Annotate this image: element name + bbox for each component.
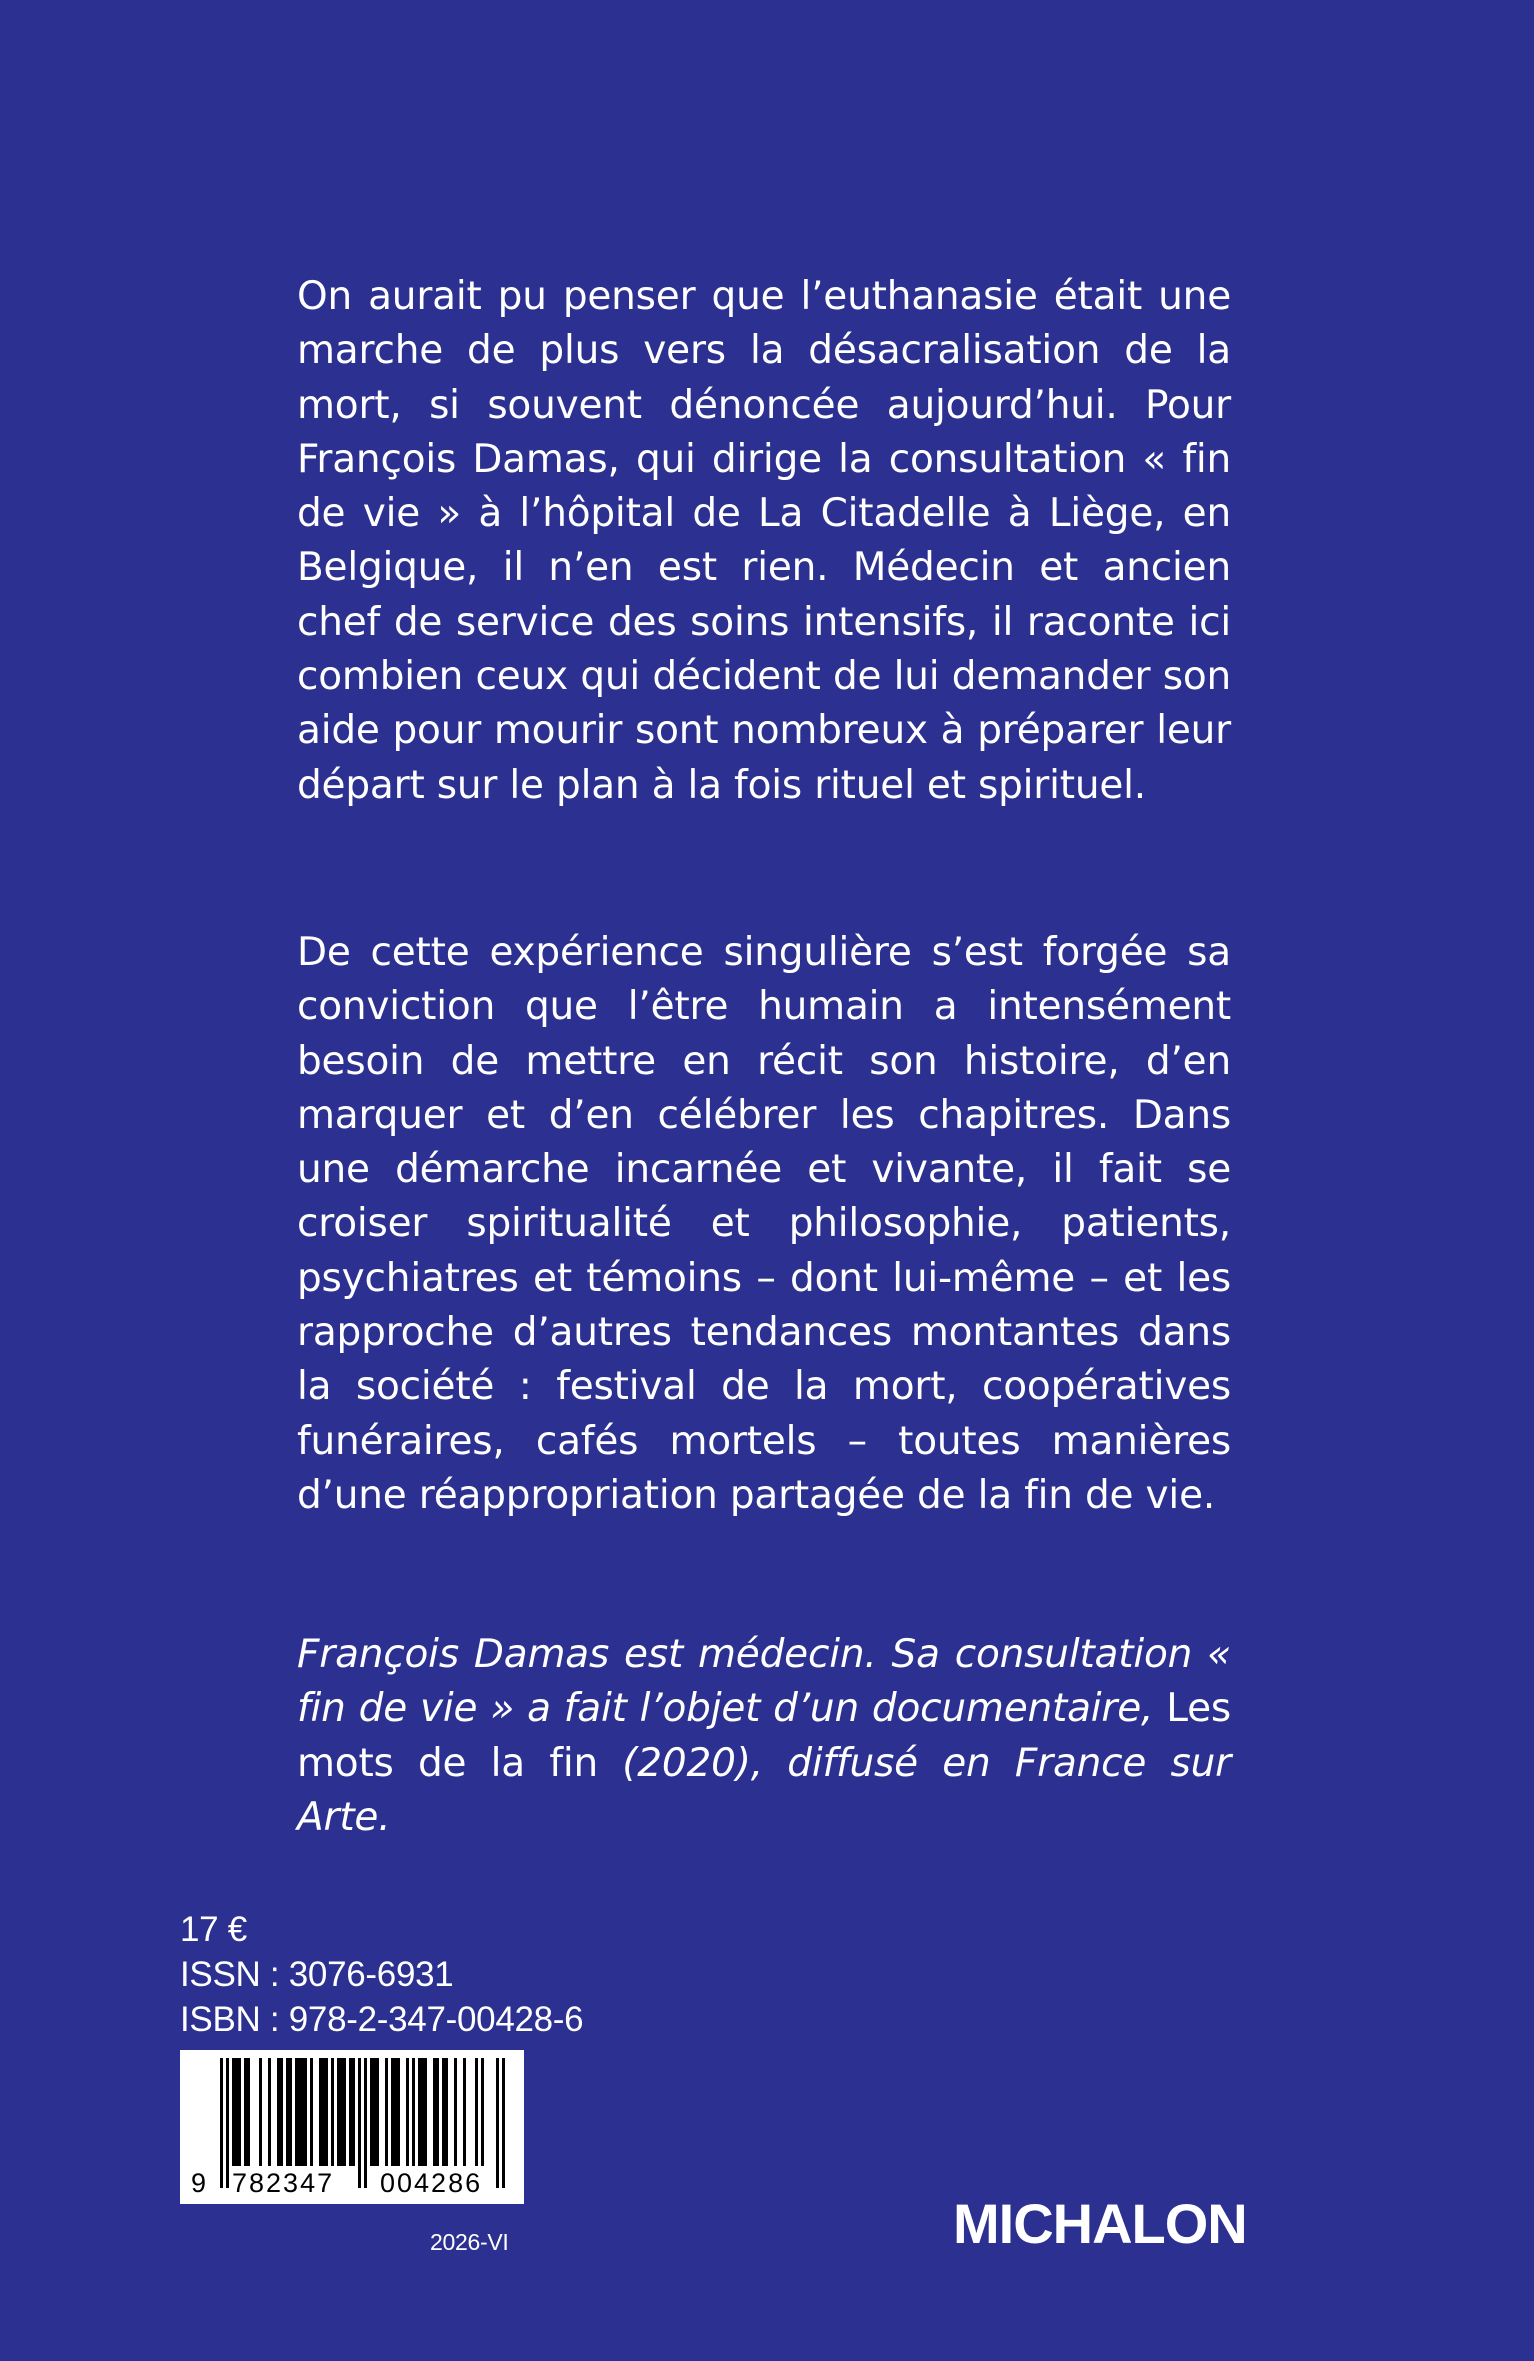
barcode-bar	[244, 2058, 247, 2166]
barcode-bar	[238, 2058, 241, 2166]
barcode-right-group: 004286	[380, 2168, 483, 2198]
barcode-bar	[397, 2058, 400, 2166]
barcode-bar	[349, 2058, 352, 2166]
barcode-bar	[421, 2058, 424, 2166]
barcode-bar	[475, 2058, 478, 2166]
barcode	[180, 2050, 524, 2204]
barcode-bar	[286, 2058, 289, 2166]
barcode-bar	[322, 2058, 325, 2166]
barcode-bar	[373, 2058, 376, 2166]
barcode-bar	[259, 2058, 262, 2166]
author-bio	[297, 1628, 1231, 1845]
barcode-bar	[289, 2058, 292, 2166]
barcode-bar	[433, 2058, 436, 2166]
barcode-bar	[268, 2058, 271, 2166]
barcode-bar	[385, 2058, 388, 2166]
barcode-bar	[331, 2058, 334, 2166]
barcode-bar	[325, 2058, 328, 2166]
barcode-bar	[445, 2058, 448, 2166]
barcode-bar	[301, 2058, 304, 2166]
summary-paragraph-1: On aurait pu penser que l’euthanasie était une marche de plus vers la désacralisation de la mort, si souvent dénoncée aujourd’hui. Pour François Damas, qui dirige la consultation « fin de vie » à l’hôpital de La Citadelle à Liège, en Belgique, il n’en est rien. Médecin et ancien chef de service des soins intensifs, il raconte ici combien ceux qui décident de lui demander son aide pour mourir sont nombreux à préparer leur départ sur le plan à la fois rituel et spirituel.	[297, 274, 1231, 808]
publisher-logo: MICHALON	[953, 2192, 1247, 2255]
barcode-bar	[424, 2058, 427, 2166]
barcode-bar	[277, 2058, 280, 2166]
barcode-bar	[310, 2058, 313, 2166]
barcode-bar	[343, 2058, 346, 2166]
barcode-bar	[454, 2058, 457, 2166]
barcode-bar	[304, 2058, 307, 2166]
barcode-bar	[463, 2058, 466, 2166]
barcode-bar	[295, 2058, 298, 2166]
barcode-first-digit: 9	[191, 2168, 207, 2198]
barcode-bar	[418, 2058, 421, 2166]
barcode-bar	[337, 2058, 340, 2166]
barcode-bar	[394, 2058, 397, 2166]
barcode-bar	[280, 2058, 283, 2166]
barcode-bar	[232, 2058, 235, 2166]
barcode-bar	[370, 2058, 373, 2166]
barcode-bar	[352, 2058, 355, 2166]
barcode-digits	[180, 2168, 524, 2202]
barcode-bar	[436, 2058, 439, 2166]
barcode-bar	[406, 2058, 409, 2166]
barcode-bar	[247, 2058, 250, 2166]
barcode-bar	[391, 2058, 394, 2166]
author-bio-part-2: (2020), diffusé en France sur Arte.	[297, 1740, 1231, 1840]
summary-paragraph-2: De cette expérience singulière s’est forgée sa conviction que l’être humain a intensément besoin de mettre en récit son histoire, d’en marquer et d’en célébrer les chapitres. Dans une démarche incarnée et vivante, il fait se croiser spiritualité et philosophie, patients, psychiatres et témoins – dont lui-même – et les rapproche d’autres tendances montantes dans la société : festival de la mort, coopératives funéraires, cafés mortels – toutes manières d’une réappropriation partagée de la fin de vie.	[297, 930, 1231, 1518]
barcode-bar	[298, 2058, 301, 2166]
barcode-bar	[376, 2058, 379, 2166]
author-bio-part-1: François Damas est médecin. Sa consultation « fin de vie » a fait l’objet d’un documentaire,	[297, 1632, 1231, 1732]
barcode-bar	[319, 2058, 322, 2166]
documentary-title: Les mots de la fin	[297, 1686, 1231, 1786]
price: 17 €	[180, 1910, 247, 1949]
isbn: ISBN : 978-2-347-00428-6	[180, 2000, 584, 2039]
barcode-bar	[442, 2058, 445, 2166]
barcode-bar	[481, 2058, 484, 2166]
print-code: 2026-VI	[430, 2229, 509, 2255]
barcode-bar	[235, 2058, 238, 2166]
barcode-bar	[412, 2058, 415, 2166]
issn: ISSN : 3076-6931	[180, 1955, 454, 1994]
barcode-left-group: 782347	[232, 2168, 335, 2198]
barcode-bar	[340, 2058, 343, 2166]
